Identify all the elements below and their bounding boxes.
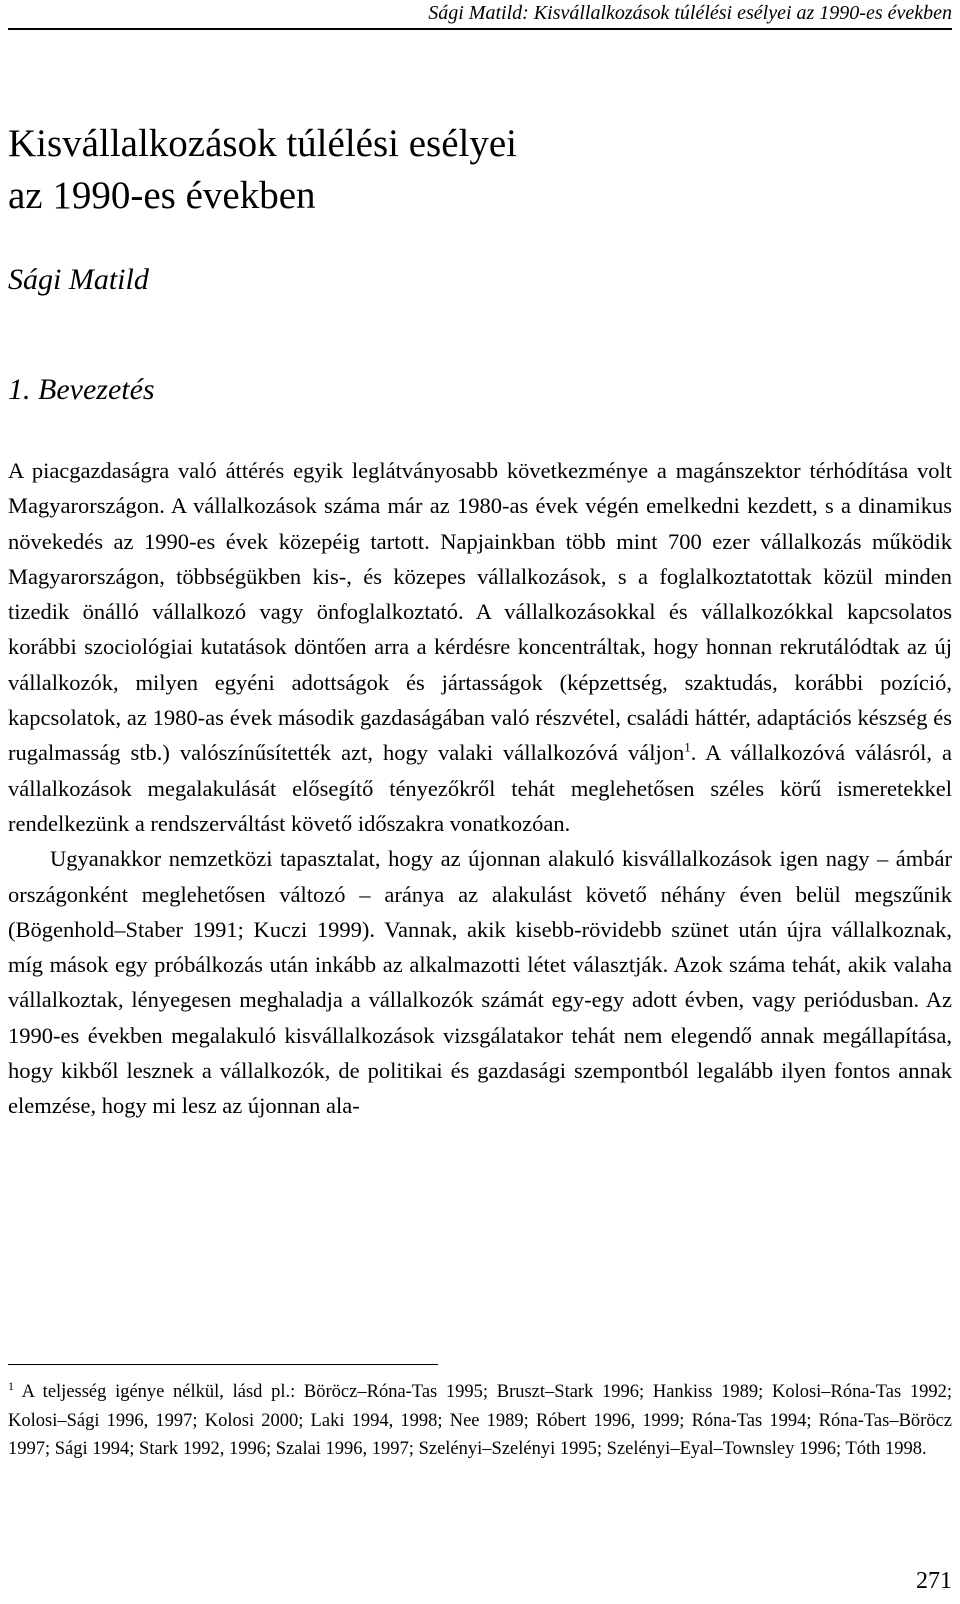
footnote-number: 1 (8, 1378, 14, 1393)
paragraph-2: Ugyanakkor nemzetközi tapasztalat, hogy az újonnan alakuló kisvállalkozások igen nagy – ámbár országonként meglehetősen változó – aránya az alakulást követő néhány éven belül megszűnik (Bögenhold–Staber 1991; Kuczi 1999). Vannak, akik kisebb-rövidebb szünet után újra vállalkoznak, míg mások egy próbálkozás után inkább az alkalmazotti létet választják. Azok száma tehát, akik valaha vállalkoztak, lényegesen meghaladja a vállalkozók számát egy-egy adott évben, vagy periódusban. Az 1990-es években megalakuló kisvállalkozások vizsgálatakor tehát nem elegendő annak megállapítása, hogy kikből lesznek a vállalkozók, de politikai és gazdasági szempontból legalább ilyen fontos annak elemzése, hogy mi lesz az újonnan ala- (8, 846, 952, 1119)
author-name: Sági Matild (8, 263, 149, 296)
article-title (8, 118, 908, 222)
article-title-line-2: az 1990-es években (8, 174, 316, 217)
running-header: Sági Matild: Kisvállalkozások túlélési esélyei az 1990-es években (8, 0, 952, 30)
paragraph-1 (8, 453, 952, 841)
paragraph-1-text-a: A piacgazdaságra való áttérés egyik leglátványosabb következménye a magánszektor térhódítása volt Magyarországon. A vállalkozások száma már az 1980-as évek végén emelkedni kezdett, s a dinamikus növekedés az 1990-es évek közepéig tartott. Napjainkban több mint 700 ezer vállalkozás működik Magyarországon, többségükben kis-, és közepes vállalkozások, s a foglalkoztatottak közül minden tizedik önálló vállalkozó vagy önfoglalkoztató. A vállalkozásokkal és vállalkozókkal kapcsolatos korábbi szociológiai kutatások döntően arra a kérdésre koncentráltak, hogy honnan rekrutálódtak az új vállalkozók, milyen egyéni adottságok és jártasságok (képzettség, szaktudás, korábbi pozíció, kapcsolatok, az 1980-as évek második gazdaságában való részvétel, családi háttér, adaptációs készség és rugalmasság stb.) valószínűsítették azt, hogy valaki vállalkozóvá váljon (8, 458, 952, 766)
paragraph-1-text-b: . A vállalkozóvá válásról, a vállalkozások megalakulását elősegítő tényezőkről tehát meglehetősen széles körű ismeretekkel rendelkezünk a rendszerváltást követő időszakra vonatkozóan. (8, 740, 952, 836)
footnote-reference: 1 (684, 739, 691, 755)
footnote (8, 1378, 952, 1464)
footnote-text: A teljesség igénye nélkül, lásd pl.: Böröcz–Róna-Tas 1995; Bruszt–Stark 1996; Hankiss 1989; Kolosi–Róna-Tas 1992; Kolosi–Sági 1996, 1997; Kolosi 2000; Laki 1994, 1998; Nee 1989; Róbert 1996, 1999; Róna-Tas 1994; Róna-Tas–Böröcz 1997; Sági 1994; Stark 1992, 1996; Szalai 1996, 1997; Szelényi–Szelényi 1995; Szelényi–Eyal–Townsley 1996; Tóth 1998. (8, 1382, 952, 1460)
footnote-divider (8, 1364, 438, 1365)
article-title-line-1: Kisvállalkozások túlélési esélyei (8, 122, 518, 165)
page-number: 271 (916, 1568, 952, 1594)
section-heading: 1. Bevezetés (8, 373, 155, 406)
body-text (8, 453, 952, 1124)
